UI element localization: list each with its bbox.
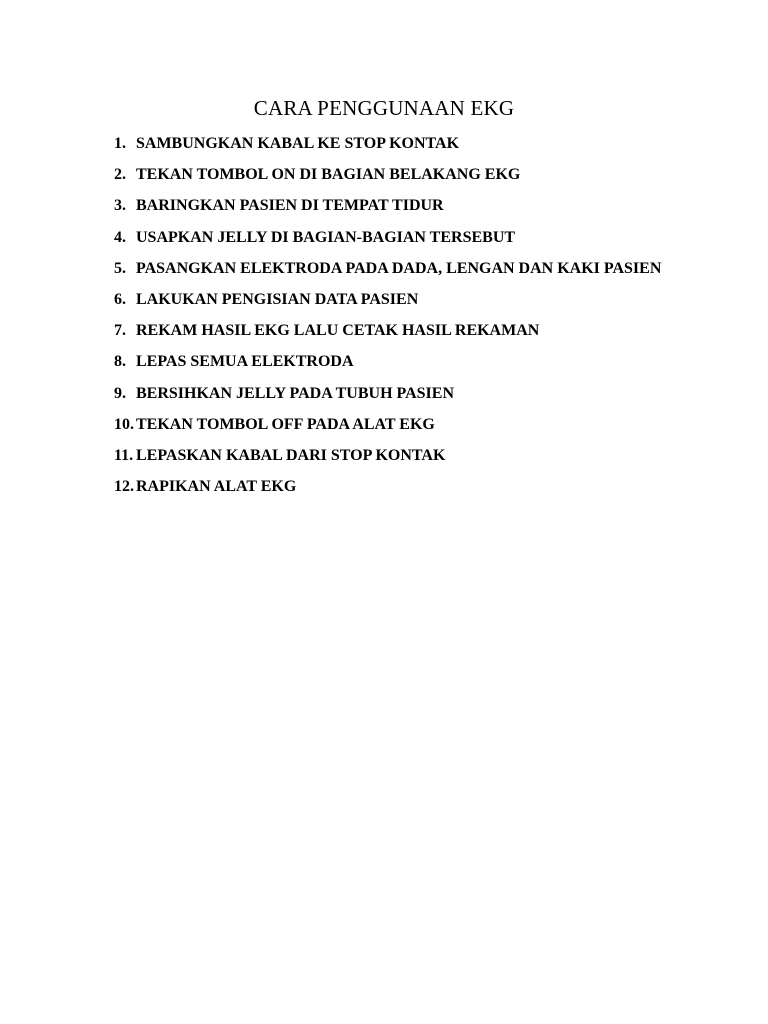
list-item: [114, 128, 678, 159]
list-item: [114, 346, 678, 377]
step-text: LEPAS SEMUA ELEKTRODA: [136, 353, 354, 371]
step-number: 3.: [114, 197, 126, 215]
list-item: [114, 159, 678, 190]
step-text: TEKAN TOMBOL ON DI BAGIAN BELAKANG EKG: [136, 166, 521, 184]
list-item: [114, 378, 678, 409]
step-text: BERSIHKAN JELLY PADA TUBUH PASIEN: [136, 384, 454, 402]
list-item: [114, 222, 678, 253]
list-item: [114, 253, 678, 284]
step-number: 12.: [114, 478, 134, 496]
step-number: 10.: [114, 415, 134, 433]
step-number: 11.: [114, 447, 134, 465]
list-item: [114, 190, 678, 221]
step-text: PASANGKAN ELEKTRODA PADA DADA, LENGAN DAN KAKI PASIEN: [136, 259, 662, 277]
steps-list: [114, 128, 678, 502]
step-number: 6.: [114, 291, 126, 309]
step-text: SAMBUNGKAN KABAL KE STOP KONTAK: [136, 135, 460, 152]
step-number: 9.: [114, 384, 126, 402]
step-number: 7.: [114, 322, 126, 340]
step-number: 1.: [114, 135, 126, 152]
step-number: 5.: [114, 259, 126, 277]
step-text: REKAM HASIL EKG LALU CETAK HASIL REKAMAN: [136, 322, 540, 340]
step-text: TEKAN TOMBOL OFF PADA ALAT EKG: [136, 415, 435, 433]
list-item: [114, 440, 678, 471]
step-text: RAPIKAN ALAT EKG: [136, 478, 297, 496]
list-item: [114, 315, 678, 346]
step-number: 2.: [114, 166, 126, 184]
step-number: 8.: [114, 353, 126, 371]
list-item: [114, 284, 678, 315]
step-text: BARINGKAN PASIEN DI TEMPAT TIDUR: [136, 197, 444, 215]
list-item: [114, 471, 678, 502]
step-text: LEPASKAN KABAL DARI STOP KONTAK: [136, 447, 446, 465]
list-item: [114, 409, 678, 440]
document-title: CARA PENGGUNAAN EKG: [253, 96, 515, 120]
step-text: LAKUKAN PENGISIAN DATA PASIEN: [136, 291, 419, 309]
step-number: 4.: [114, 228, 126, 246]
step-text: USAPKAN JELLY DI BAGIAN-BAGIAN TERSEBUT: [136, 228, 516, 246]
